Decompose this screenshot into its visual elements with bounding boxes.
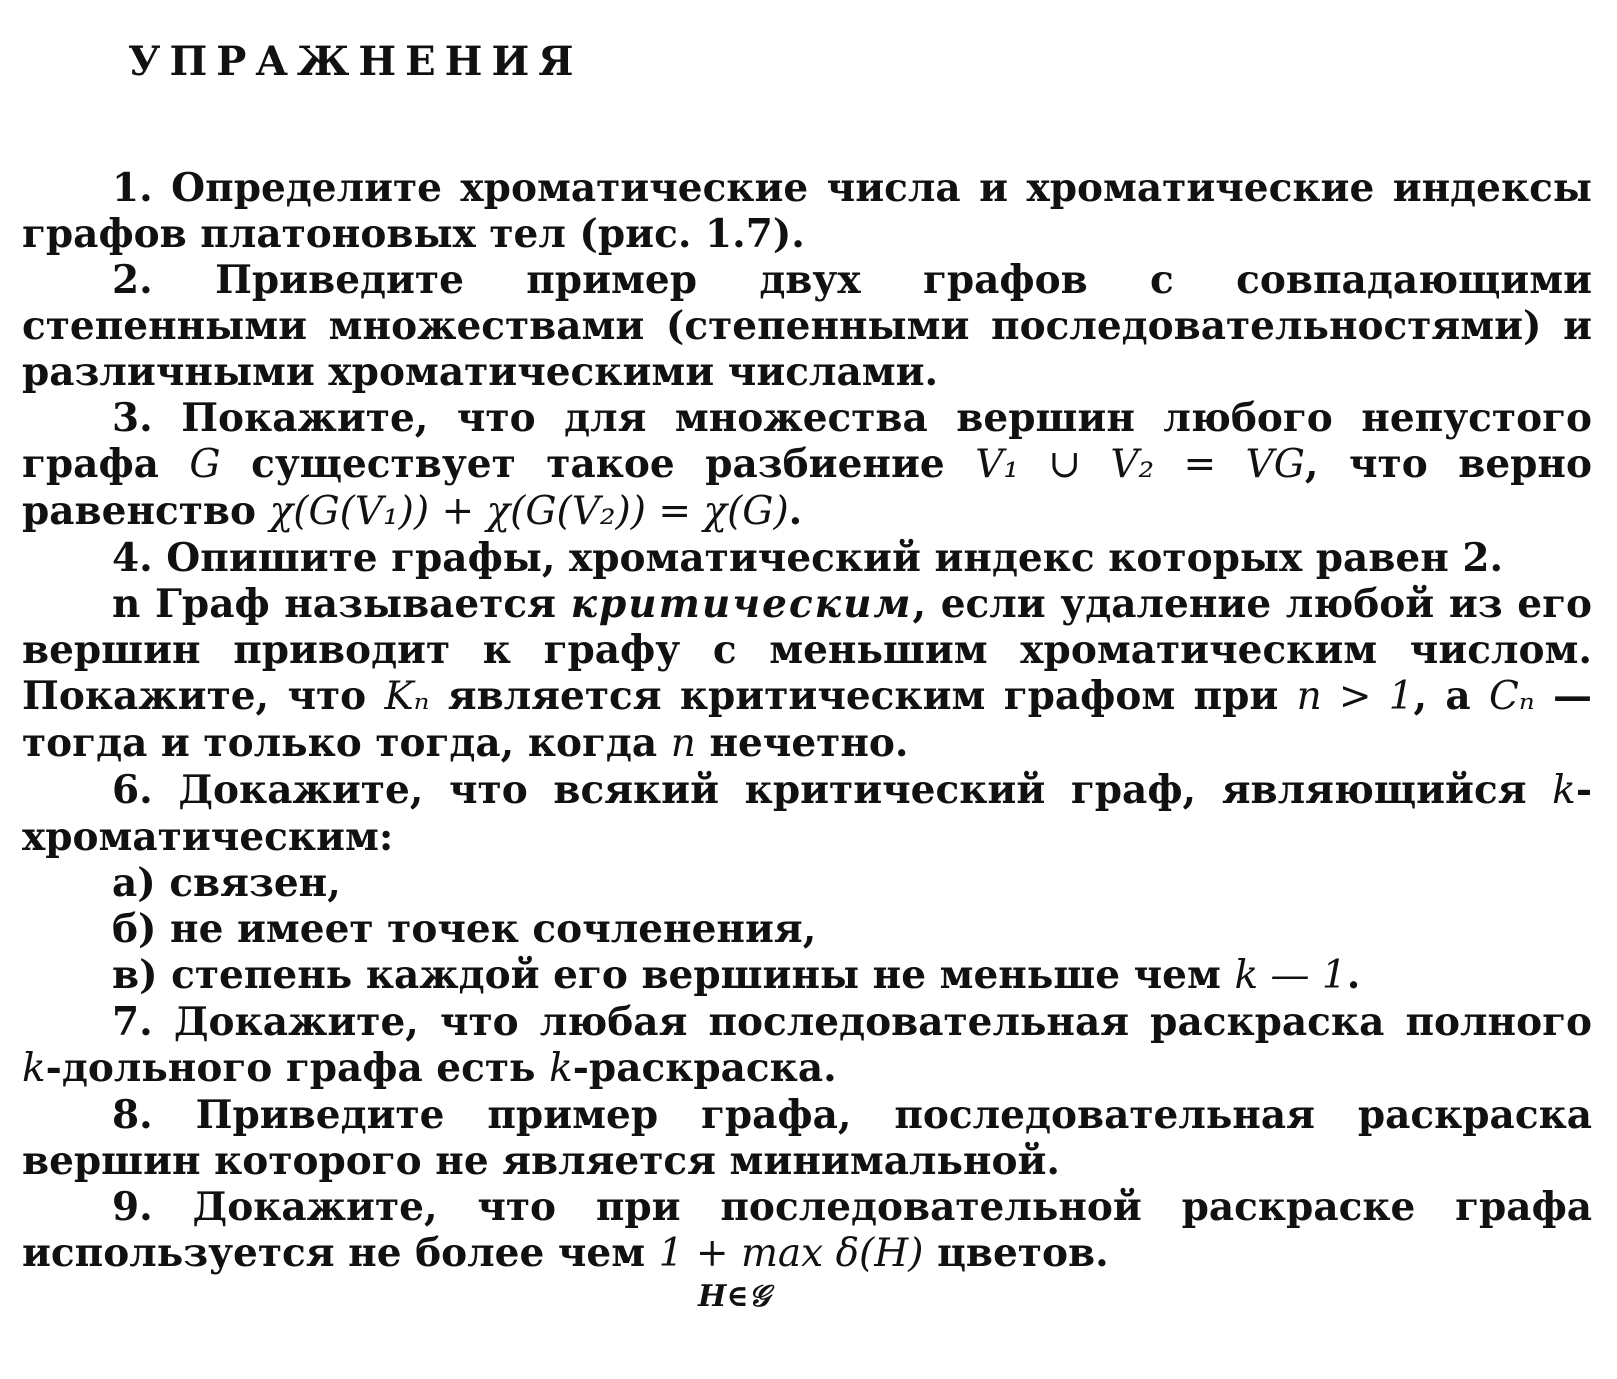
- exercise-text: Докажите, что всякий критический граф, являющийся: [178, 767, 1553, 813]
- exercise-text: , если удаление любой из его вершин приводит к графу с меньшим хроматическим числом. Покажите, что: [22, 581, 1593, 719]
- exercise-list: [22, 165, 1592, 1317]
- exercise-7: [22, 999, 1592, 1092]
- exercise-9: [22, 1184, 1592, 1277]
- exercise-number: 2.: [112, 257, 153, 303]
- exercise-text: Определите хроматические числа и хроматические индексы графов платоновых тел (рис. 1.7).: [22, 165, 1592, 257]
- exercise-number: 1.: [112, 165, 153, 211]
- exercise-3: [22, 395, 1592, 535]
- exercise-text: -раскраска.: [572, 1045, 837, 1091]
- exercise-text: Приведите пример двух графов с совпадающими степенными множествами (степенными последовательностями) и различными хроматическими числами.: [22, 257, 1593, 395]
- emphasized-term: критическим: [570, 581, 913, 627]
- item-text: связен,: [169, 860, 341, 906]
- math-cycle-graph: Cₙ: [1489, 674, 1535, 719]
- math-variable-k: k: [1552, 768, 1576, 813]
- exercise-6-item-a: [22, 860, 1592, 906]
- item-label: а): [112, 860, 156, 906]
- exercise-2: [22, 257, 1592, 395]
- exercise-text: является критическим графом при: [429, 673, 1297, 719]
- exercise-8: [22, 1092, 1592, 1184]
- exercise-text: -хроматическим:: [22, 767, 1592, 860]
- exercise-1: [22, 165, 1592, 257]
- exercise-text: нечетно.: [695, 720, 909, 766]
- math-graph-symbol: G: [189, 442, 221, 487]
- exercise-text: Граф называется: [155, 581, 571, 627]
- exercise-text: Покажите, что для множества вершин любого непустого графа: [22, 395, 1592, 487]
- exercise-text: Приведите пример графа, последовательная раскраска вершин которого не является минимальной.: [22, 1092, 1593, 1184]
- math-variable-k: k: [549, 1046, 573, 1091]
- exercise-text: -дольного графа есть: [45, 1045, 550, 1091]
- formula-subscript: H∈𝒢: [698, 1279, 770, 1314]
- math-variable-n: n: [670, 721, 696, 766]
- exercise-number: 9.: [112, 1184, 153, 1230]
- exercise-number: 7.: [112, 999, 153, 1045]
- exercise-text: , а: [1413, 673, 1490, 719]
- math-condition: n > 1: [1296, 674, 1414, 719]
- exercise-5: [22, 581, 1592, 767]
- item-label: б): [112, 906, 157, 952]
- exercise-6-item-c: [22, 952, 1592, 999]
- exercise-number: 8.: [112, 1092, 153, 1138]
- section-heading: УПРАЖНЕНИЯ: [128, 38, 583, 85]
- math-degree-bound: k — 1: [1234, 953, 1347, 998]
- exercise-6: [22, 767, 1592, 860]
- exercise-number: 3.: [112, 395, 153, 441]
- item-text: не имеет точек сочленения,: [170, 906, 817, 952]
- item-text: степень каждой его вершины не меньше чем: [171, 952, 1235, 998]
- math-variable-k: k: [22, 1046, 46, 1091]
- math-chromatic-formula: χ(G(V₁)) + χ(G(V₂)) = χ(G): [269, 489, 789, 534]
- exercise-number: 6.: [112, 767, 153, 813]
- exercise-number: n: [112, 581, 141, 627]
- exercise-text: , что верно равенство: [22, 441, 1592, 534]
- exercise-text: Докажите, что любая последовательная раскраска полного: [173, 999, 1592, 1045]
- math-complete-graph: Kₙ: [384, 674, 430, 719]
- exercise-text: .: [788, 488, 803, 534]
- math-max-degree-formula: 1 + max δ(H): [658, 1231, 924, 1276]
- item-label: в): [112, 952, 158, 998]
- exercise-text: Опишите графы, хроматический индекс которых равен 2.: [166, 535, 1504, 581]
- exercise-number: 4.: [112, 535, 153, 581]
- exercise-text: — тогда и только тогда, когда: [22, 673, 1592, 766]
- exercise-text: цветов.: [923, 1230, 1109, 1276]
- exercise-6-item-b: [22, 906, 1592, 952]
- exercise-text: Докажите, что при последовательной раскраске графа используется не более чем: [22, 1184, 1593, 1276]
- exercise-text: существует такое разбиение: [220, 441, 976, 487]
- item-text: .: [1346, 952, 1361, 998]
- math-partition-formula: V₁ ∪ V₂ = VG: [975, 442, 1305, 487]
- exercise-4: [22, 535, 1592, 581]
